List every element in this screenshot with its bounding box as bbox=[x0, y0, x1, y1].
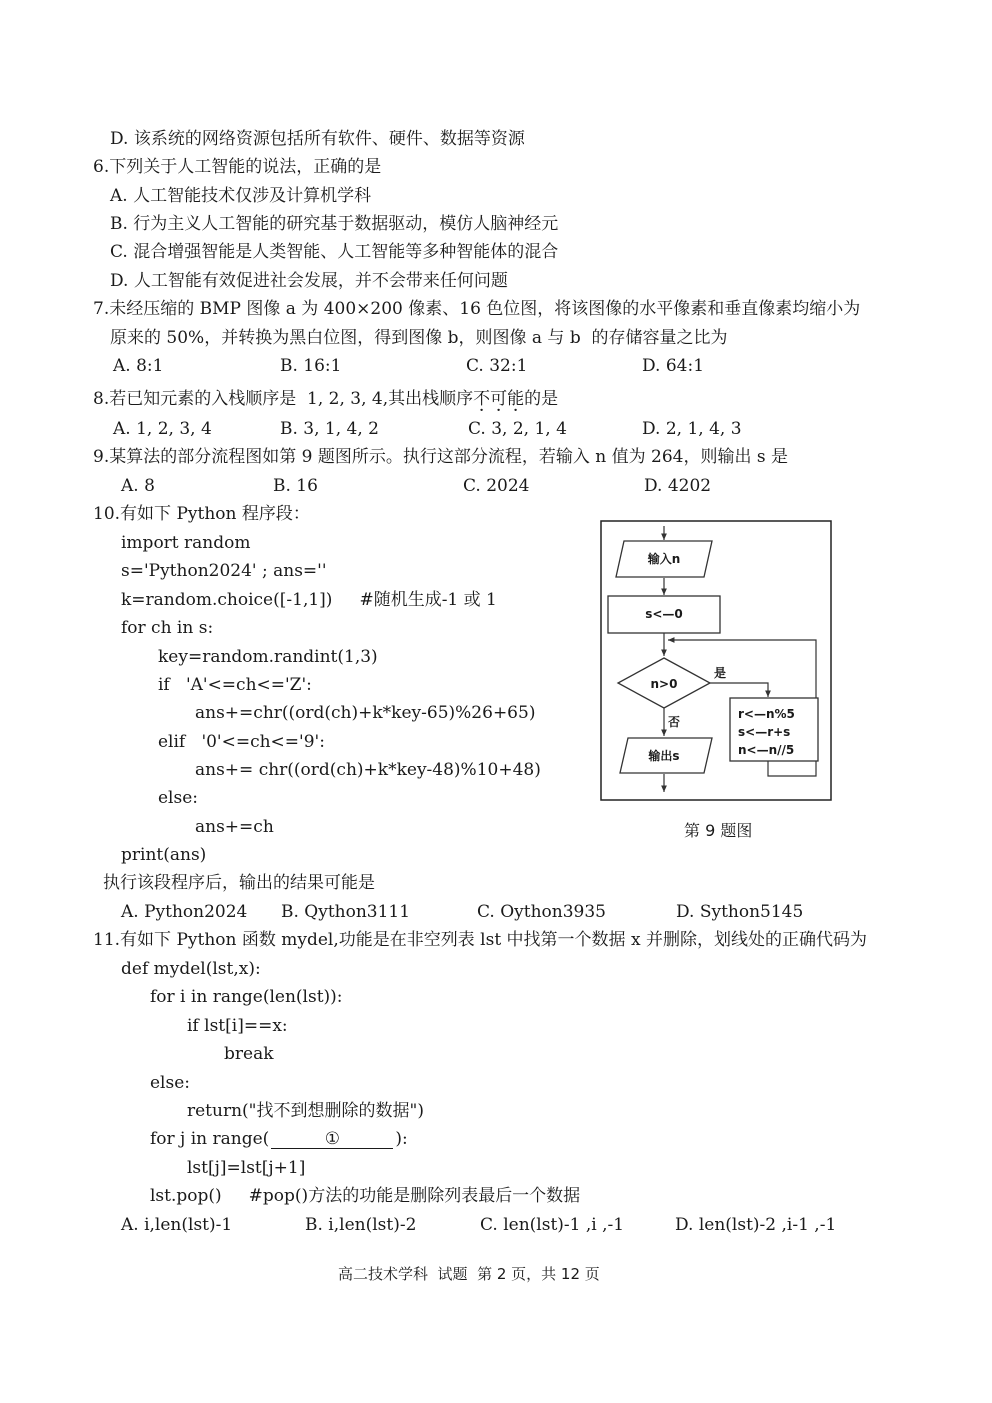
q6-option-b: B. 行为主义人工智能的研究基于数据驱动，模仿人脑神经元 bbox=[110, 214, 559, 234]
flow-body-line: n<—n//5 bbox=[738, 743, 795, 757]
q8-emphasis-char: 能 bbox=[507, 389, 525, 409]
flow-yes-label: 是 bbox=[714, 666, 727, 680]
q10-code-line: elif '0'<=ch<='9': bbox=[158, 732, 325, 752]
q6-option-d: D. 人工智能有效促进社会发展，并不会带来任何问题 bbox=[110, 271, 508, 291]
q11-for-post: ): bbox=[395, 1129, 408, 1149]
q7-stem-line1: 7.未经压缩的 BMP 图像 a 为 400×200 像素、16 色位图，将该图像的水平像素和垂直像素均缩小为 bbox=[93, 299, 861, 319]
flow-no-label: 否 bbox=[668, 715, 681, 729]
page-footer: 高二技术学科 试题 第 2 页，共 12 页 bbox=[338, 1265, 600, 1283]
q9-choice-b: B. 16 bbox=[273, 476, 318, 496]
q10-choice-c: C. Oython3935 bbox=[477, 902, 606, 922]
q11-choice-d: D. len(lst)-2 ,i-1 ,-1 bbox=[675, 1215, 837, 1235]
q11-code-line: for i in range(len(lst)): bbox=[150, 987, 343, 1007]
q6-option-a: A. 人工智能技术仅涉及计算机学科 bbox=[110, 186, 372, 206]
q9-choice-a: A. 8 bbox=[121, 476, 155, 496]
q11-choice-b: B. i,len(lst)-2 bbox=[305, 1215, 417, 1235]
q10-code-line: import random bbox=[121, 533, 251, 553]
q7-choice-c: C. 32:1 bbox=[466, 356, 528, 376]
q11-choice-c: C. len(lst)-1 ,i ,-1 bbox=[480, 1215, 625, 1235]
flowchart-caption: 第 9 题图 bbox=[684, 821, 753, 840]
flow-init-label: s<—0 bbox=[645, 607, 683, 621]
q11-code-line: return("找不到想删除的数据") bbox=[187, 1101, 424, 1121]
q8-choice-d: D. 2, 1, 4, 3 bbox=[642, 419, 742, 439]
q8-choice-b: B. 3, 1, 4, 2 bbox=[280, 419, 379, 439]
q11-code-line: lst[j]=lst[j+1] bbox=[187, 1158, 306, 1178]
q10-code-line: key=random.randint(1,3) bbox=[158, 647, 378, 667]
q10-code-line: ans+=chr((ord(ch)+k*key-65)%26+65) bbox=[195, 703, 536, 723]
q11-code-line: if lst[i]==x: bbox=[187, 1016, 288, 1036]
q11-answer-blank: ① bbox=[271, 1131, 393, 1149]
flow-body-line: r<—n%5 bbox=[738, 707, 795, 721]
q10-code-line: s='Python2024' ; ans='' bbox=[121, 561, 327, 581]
q11-stem: 11.有如下 Python 函数 mydel,功能是在非空列表 lst 中找第一个数据 x 并删除，划线处的正确代码为 bbox=[93, 930, 867, 950]
q10-after-text: 执行该段程序后，输出的结果可能是 bbox=[103, 873, 375, 893]
q10-code-line: for ch in s: bbox=[121, 618, 214, 638]
flow-output-label: 输出s bbox=[648, 749, 680, 763]
q7-choice-d: D. 64:1 bbox=[642, 356, 705, 376]
q8-emphasis-char: 可 bbox=[490, 389, 508, 409]
q8-choice-c: C. 3, 2, 1, 4 bbox=[468, 419, 567, 439]
q10-stem: 10.有如下 Python 程序段： bbox=[93, 504, 310, 524]
q9-choice-d: D. 4202 bbox=[644, 476, 712, 496]
q11-code-line: else: bbox=[150, 1073, 191, 1093]
q10-code-line: ans+= chr((ord(ch)+k*key-48)%10+48) bbox=[195, 760, 541, 780]
q6-option-c: C. 混合增强智能是人类智能、人工智能等多种智能体的混合 bbox=[110, 242, 559, 262]
q10-choice-d: D. Sython5145 bbox=[676, 902, 804, 922]
q10-code-line: else: bbox=[158, 788, 199, 808]
q8-stem bbox=[93, 391, 558, 408]
q11-choice-a: A. i,len(lst)-1 bbox=[121, 1215, 233, 1235]
q8-stem-pre: 8.若已知元素的入栈顺序是 1, 2, 3, 4,其出栈顺序 bbox=[93, 389, 474, 409]
q8-choice-a: A. 1, 2, 3, 4 bbox=[113, 419, 212, 439]
q11-for-pre: for j in range( bbox=[150, 1129, 270, 1149]
q7-stem-line2: 原来的 50%，并转换为黑白位图，得到图像 b，则图像 a 与 b 的存储容量之比为 bbox=[110, 328, 728, 348]
q9-stem: 9.某算法的部分流程图如第 9 题图所示。执行这部分流程，若输入 n 值为 264，则输出 s 是 bbox=[93, 447, 788, 467]
q10-code-line: k=random.choice([-1,1]) #随机生成-1 或 1 bbox=[121, 590, 497, 610]
q8-stem-post: 的是 bbox=[524, 389, 559, 409]
q10-code-line: print(ans) bbox=[121, 845, 207, 865]
q10-choice-a: A. Python2024 bbox=[121, 902, 248, 922]
q10-code-line: ans+=ch bbox=[195, 817, 274, 837]
q11-code-line: lst.pop() #pop()方法的功能是删除列表最后一个数据 bbox=[150, 1186, 581, 1206]
q9-choice-c: C. 2024 bbox=[463, 476, 530, 496]
q11-code-line: def mydel(lst,x): bbox=[121, 959, 261, 979]
q10-code-line: if 'A'<=ch<='Z': bbox=[158, 675, 312, 695]
q11-for-line bbox=[150, 1131, 408, 1149]
q5-option-d: D. 该系统的网络资源包括所有软件、硬件、数据等资源 bbox=[110, 129, 525, 149]
q10-choice-b: B. Qython3111 bbox=[281, 902, 411, 922]
q7-choice-a: A. 8:1 bbox=[113, 356, 164, 376]
q11-code-line: break bbox=[224, 1044, 274, 1064]
q7-choice-b: B. 16:1 bbox=[280, 356, 342, 376]
flowchart-figure bbox=[600, 520, 832, 801]
q6-stem: 6.下列关于人工智能的说法，正确的是 bbox=[93, 157, 382, 177]
flow-input-label: 输入n bbox=[647, 552, 681, 566]
q8-emphasis-char: 不 bbox=[473, 389, 491, 409]
flow-body-line: s<—r+s bbox=[738, 725, 791, 739]
flow-condition-label: n>0 bbox=[650, 677, 678, 691]
